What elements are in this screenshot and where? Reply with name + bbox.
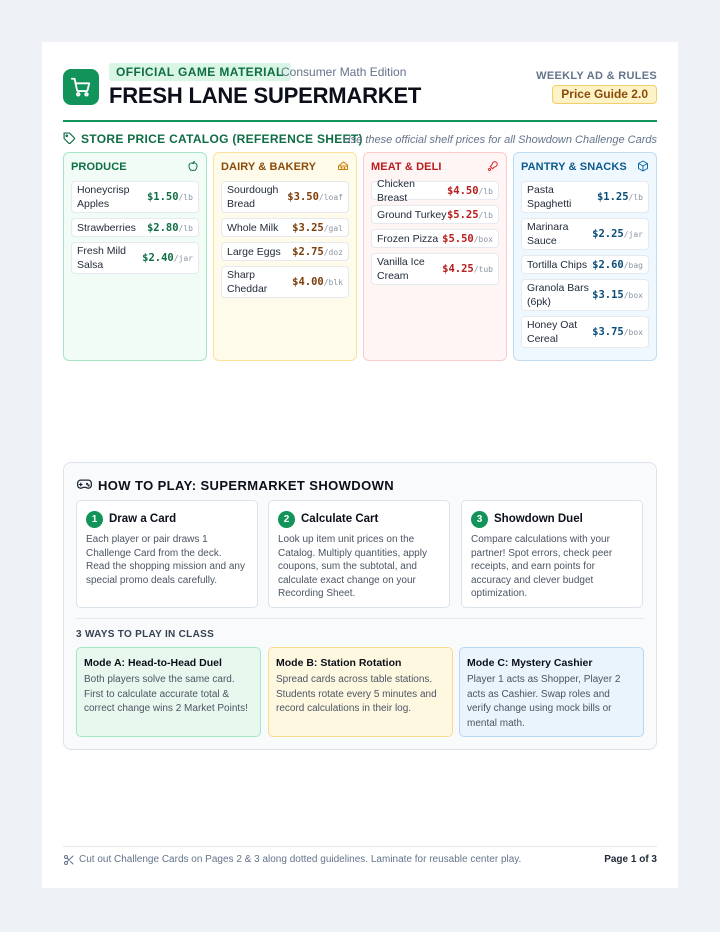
item-name: Honeycrisp Apples [77,184,130,210]
catalog-item [71,181,199,213]
step-number: 2 [278,511,295,528]
item-name: Tortilla Chips [527,258,588,271]
item-price: $1.25/lb [596,191,643,203]
item-unit: /lb [478,186,493,196]
item-name: Pasta Spaghetti [527,184,572,210]
catalog-item [221,242,349,261]
price-tag-icon [63,132,76,150]
catalog-item [71,218,199,237]
mode-title: Mode B: Station Rotation [276,657,402,669]
item-price: $4.00/blk [292,276,343,288]
catalog-item [371,177,499,204]
item-price: $3.25/gal [292,221,343,234]
catalog-item [521,316,649,348]
item-unit: /jar [173,254,193,263]
step-number: 1 [86,511,103,528]
item-unit: /box [473,234,493,244]
mode-text: Player 1 acts as Shopper, Player 2 acts as Cashier. Swap roles and verify change using mock bills or mental math. [467,674,621,729]
mode-card-b [268,647,453,737]
item-unit: /box [623,291,643,300]
item-name: Large Eggs [227,245,281,258]
item-unit: /lb [178,193,193,202]
step-card [461,500,643,608]
mode-text: Both players solve the same card. First to calculate accurate total & correct change wins 2 Market Points! [84,674,248,714]
cheese-icon [337,160,349,175]
catalog-item [521,279,649,311]
item-name: Marinara Sauce [527,221,569,247]
worksheet-page [42,42,678,888]
edition-label: Consumer Math Edition [281,65,407,79]
item-price: $1.50/lb [146,191,193,203]
item-unit: /bag [623,260,643,270]
step-title: Draw a Card [109,513,177,525]
item-unit: /lb [478,210,493,220]
item-name: Frozen Pizza [377,232,439,245]
item-unit: /lb [178,223,193,233]
item-name: Sharp Cheddar [227,269,268,295]
item-unit: /jar [623,230,643,239]
shopping-cart-icon [63,69,99,105]
catalog-item [221,181,349,213]
item-unit: /loaf [318,193,343,202]
section-divider [76,618,644,619]
category-produce [63,152,207,361]
item-name: Whole Milk [227,221,279,234]
step-text: Each player or pair draws 1 Challenge Card from the deck. Read the shopping mission and any special promo deals carefully. [86,534,245,586]
step-card [268,500,450,608]
apple-icon [187,160,199,175]
catalog-item [521,255,649,274]
category-pantry-snacks [513,152,657,361]
mode-title: Mode A: Head-to-Head Duel [84,657,222,669]
item-name: Sourdough Bread [227,184,279,210]
item-price: $2.75/doz [292,245,343,258]
catalog-item [371,229,499,248]
item-name: Vanilla Ice Cream [377,256,425,282]
step-text: Compare calculations with your partner! Spot errors, check peer receipts, and earn points for accuracy and clever budget optimization. [471,534,613,599]
mode-title: Mode C: Mystery Cashier [467,657,593,669]
item-unit: /doz [323,247,343,257]
gamepad-icon [77,478,92,496]
footer-instructions: Cut out Challenge Cards on Pages 2 & 3 along dotted guidelines. Laminate for reusable center play. [79,854,522,865]
drumstick-icon [487,160,499,175]
price-guide-badge: Price Guide 2.0 [552,85,657,104]
category-title: DAIRY & BAKERY [221,161,317,173]
step-title: Calculate Cart [301,513,379,525]
catalog-item [371,205,499,224]
item-unit: /gal [323,223,343,233]
catalog-item [221,218,349,237]
category-title: MEAT & DELI [371,161,442,173]
item-price: $5.50/box [442,232,493,245]
item-price: $3.75/box [592,326,643,338]
catalog-item [521,181,649,213]
item-unit: /box [623,328,643,337]
catalog-note: Use these official shelf prices for all Showdown Challenge Cards [342,134,657,146]
catalog-item [371,253,499,285]
page-number: Page 1 of 3 [604,854,657,865]
step-title: Showdown Duel [494,513,583,525]
header-divider [63,120,657,122]
item-price: $2.80/lb [146,221,193,234]
how-to-play-title: HOW TO PLAY: SUPERMARKET SHOWDOWN [98,478,395,493]
step-number: 3 [471,511,488,528]
ways-to-play-label: 3 WAYS TO PLAY IN CLASS [76,629,215,640]
catalog-item [521,218,649,250]
item-price: $4.25/tub [442,263,493,275]
item-price: $2.60/bag [592,258,643,271]
step-card [76,500,258,608]
item-price: $4.50/lb [446,184,493,197]
weekly-label: WEEKLY AD & RULES [536,70,657,82]
how-to-play-panel [63,462,657,750]
category-title: PRODUCE [71,161,127,173]
item-price: $3.15/box [592,289,643,301]
item-name: Fresh Mild Salsa [77,245,127,271]
catalog-item [221,266,349,298]
catalog-title: STORE PRICE CATALOG (REFERENCE SHEET) [81,132,363,146]
item-unit: /lb [628,193,643,202]
item-unit: /tub [473,265,493,274]
item-unit: /blk [323,278,343,287]
item-name: Strawberries [77,221,136,234]
mode-text: Spread cards across table stations. Students rotate every 5 minutes and record calculations in their log. [276,674,437,714]
category-meat-deli [363,152,507,361]
item-name: Granola Bars (6pk) [527,282,589,308]
page-title: FRESH LANE SUPERMARKET [109,83,422,108]
item-price: $5.25/lb [446,208,493,221]
footer-divider [63,846,657,847]
category-dairy-bakery [213,152,357,361]
scissors-icon [63,853,75,871]
mode-card-c [459,647,644,737]
catalog-item [71,242,199,274]
item-price: $3.50/loaf [287,191,343,203]
item-name: Chicken Breast [377,177,415,204]
box-icon [637,160,649,175]
item-name: Honey Oat Cereal [527,319,578,345]
item-name: Ground Turkey [377,208,447,221]
item-price: $2.40/jar [142,252,193,264]
item-price: $2.25/jar [592,228,643,240]
official-badge: OFFICIAL GAME MATERIAL [109,63,291,81]
mode-card-a [76,647,261,737]
category-title: PANTRY & SNACKS [521,161,627,173]
step-text: Look up item unit prices on the Catalog. Multiply quantities, apply coupons, sum the subtotal, and calculate exact change on your Recording Sheet. [278,534,427,599]
